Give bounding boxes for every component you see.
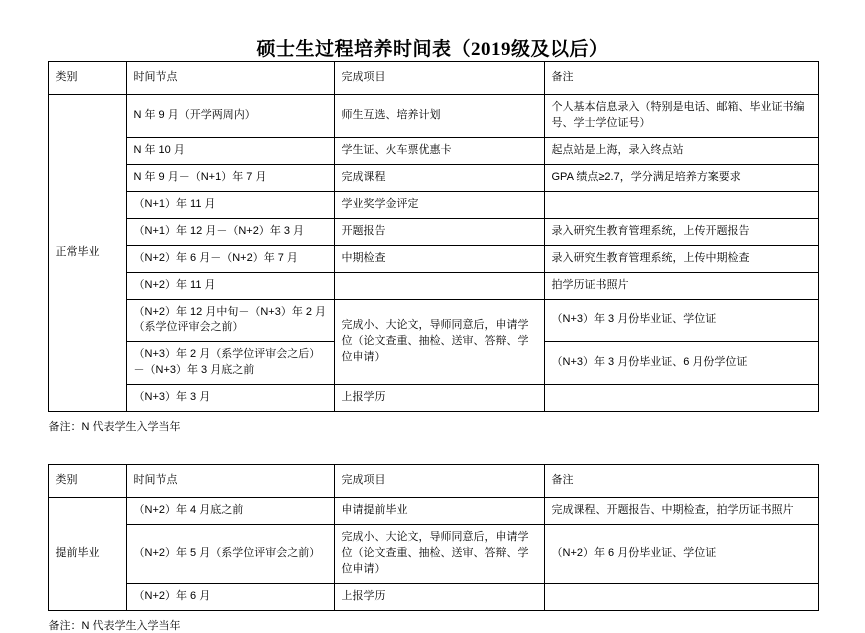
- table1-row0-item: 师生互选、培养计划: [334, 95, 544, 138]
- table2-row1-note: （N+2）年 6 月份毕业证、学位证: [544, 525, 818, 584]
- table2-row1-time: （N+2）年 5 月（系学位评审会之前）: [126, 525, 334, 584]
- table-row: [48, 218, 818, 245]
- table2-wrapper: [48, 464, 818, 611]
- table1-wrapper: [48, 61, 818, 412]
- table-row: [48, 583, 818, 610]
- table1-row9-note: [544, 385, 818, 412]
- table1-row9-time: （N+3）年 3 月: [126, 385, 334, 412]
- table1-header-row: [48, 62, 818, 95]
- table1-row5-time: （N+2）年 6 月－（N+2）年 7 月: [126, 245, 334, 272]
- table1-row4-item: 开题报告: [334, 218, 544, 245]
- table1-row2-note: GPA 绩点≥2.7，学分满足培养方案要求: [544, 164, 818, 191]
- table-row: [48, 299, 818, 342]
- table1-header-time: 时间节点: [126, 62, 334, 95]
- table1-header-category: 类别: [48, 62, 126, 95]
- table1-row3-time: （N+1）年 11 月: [126, 191, 334, 218]
- table2-header-note: 备注: [544, 465, 818, 498]
- table1-footnote: 备注：N 代表学生入学当年: [48, 421, 181, 434]
- table-row: [48, 385, 818, 412]
- table1-category-cell: 正常毕业: [48, 95, 126, 412]
- table-row: [48, 191, 818, 218]
- table-row: [48, 95, 818, 138]
- document-page: [0, 34, 865, 632]
- table2-header-item: 完成项目: [334, 465, 544, 498]
- table1-header-item: 完成项目: [334, 62, 544, 95]
- table1-row5-item: 中期检查: [334, 245, 544, 272]
- table1-row6-item: [334, 272, 544, 299]
- table-row: [48, 164, 818, 191]
- table1-row8-time: （N+3）年 2 月（系学位评审会之后）－（N+3）年 3 月底之前: [126, 342, 334, 385]
- table1-row7-item: 完成小、大论文，导师同意后，申请学位（论文查重、抽检、送审、答辩、学位申请）: [334, 299, 544, 385]
- table2-row2-note: [544, 583, 818, 610]
- table1-row7-note: （N+3）年 3 月份毕业证、学位证: [544, 299, 818, 342]
- table2-row1-item: 完成小、大论文，导师同意后，申请学位（论文查重、抽检、送审、答辩、学位申请）: [334, 525, 544, 584]
- early-graduation-table: [48, 464, 819, 611]
- table1-row1-note: 起点站是上海，录入终点站: [544, 137, 818, 164]
- table2-row0-note: 完成课程、开题报告、中期检查，拍学历证书照片: [544, 498, 818, 525]
- table1-row3-item: 学业奖学金评定: [334, 191, 544, 218]
- table1-row1-item: 学生证、火车票优惠卡: [334, 137, 544, 164]
- table1-row9-item: 上报学历: [334, 385, 544, 412]
- table1-row0-note: 个人基本信息录入（特别是电话、邮箱、毕业证书编号、学士学位证号）: [544, 95, 818, 138]
- table1-row1-time: N 年 10 月: [126, 137, 334, 164]
- table-row: [48, 137, 818, 164]
- table2-row2-time: （N+2）年 6 月: [126, 583, 334, 610]
- table1-row8-note: （N+3）年 3 月份毕业证、6 月份学位证: [544, 342, 818, 385]
- table1-row2-item: 完成课程: [334, 164, 544, 191]
- table2-row2-item: 上报学历: [334, 583, 544, 610]
- table1-row2-time: N 年 9 月－（N+1）年 7 月: [126, 164, 334, 191]
- table2-header-row: [48, 465, 818, 498]
- table1-row6-note: 拍学历证书照片: [544, 272, 818, 299]
- table1-row5-note: 录入研究生教育管理系统，上传中期检查: [544, 245, 818, 272]
- table2-header-category: 类别: [48, 465, 126, 498]
- table-row: [48, 525, 818, 584]
- table1-row4-note: 录入研究生教育管理系统，上传开题报告: [544, 218, 818, 245]
- table1-row4-time: （N+1）年 12 月－（N+2）年 3 月: [126, 218, 334, 245]
- page-title: 硕士生过程培养时间表（2019级及以后）: [256, 39, 609, 60]
- table2-row0-time: （N+2）年 4 月底之前: [126, 498, 334, 525]
- table1-row3-note: [544, 191, 818, 218]
- table-row: [48, 245, 818, 272]
- table1-row6-time: （N+2）年 11 月: [126, 272, 334, 299]
- table-row: [48, 498, 818, 525]
- table2-header-time: 时间节点: [126, 465, 334, 498]
- table2-category-cell: 提前毕业: [48, 498, 126, 611]
- table2-footnote: 备注：N 代表学生入学当年: [48, 619, 181, 632]
- table2-row0-item: 申请提前毕业: [334, 498, 544, 525]
- table1-header-note: 备注: [544, 62, 818, 95]
- table1-row7-time: （N+2）年 12 月中旬－（N+3）年 2 月（系学位评审会之前）: [126, 299, 334, 342]
- table-row: [48, 272, 818, 299]
- table1-row0-time: N 年 9 月（开学两周内）: [126, 95, 334, 138]
- normal-graduation-table: [48, 61, 819, 412]
